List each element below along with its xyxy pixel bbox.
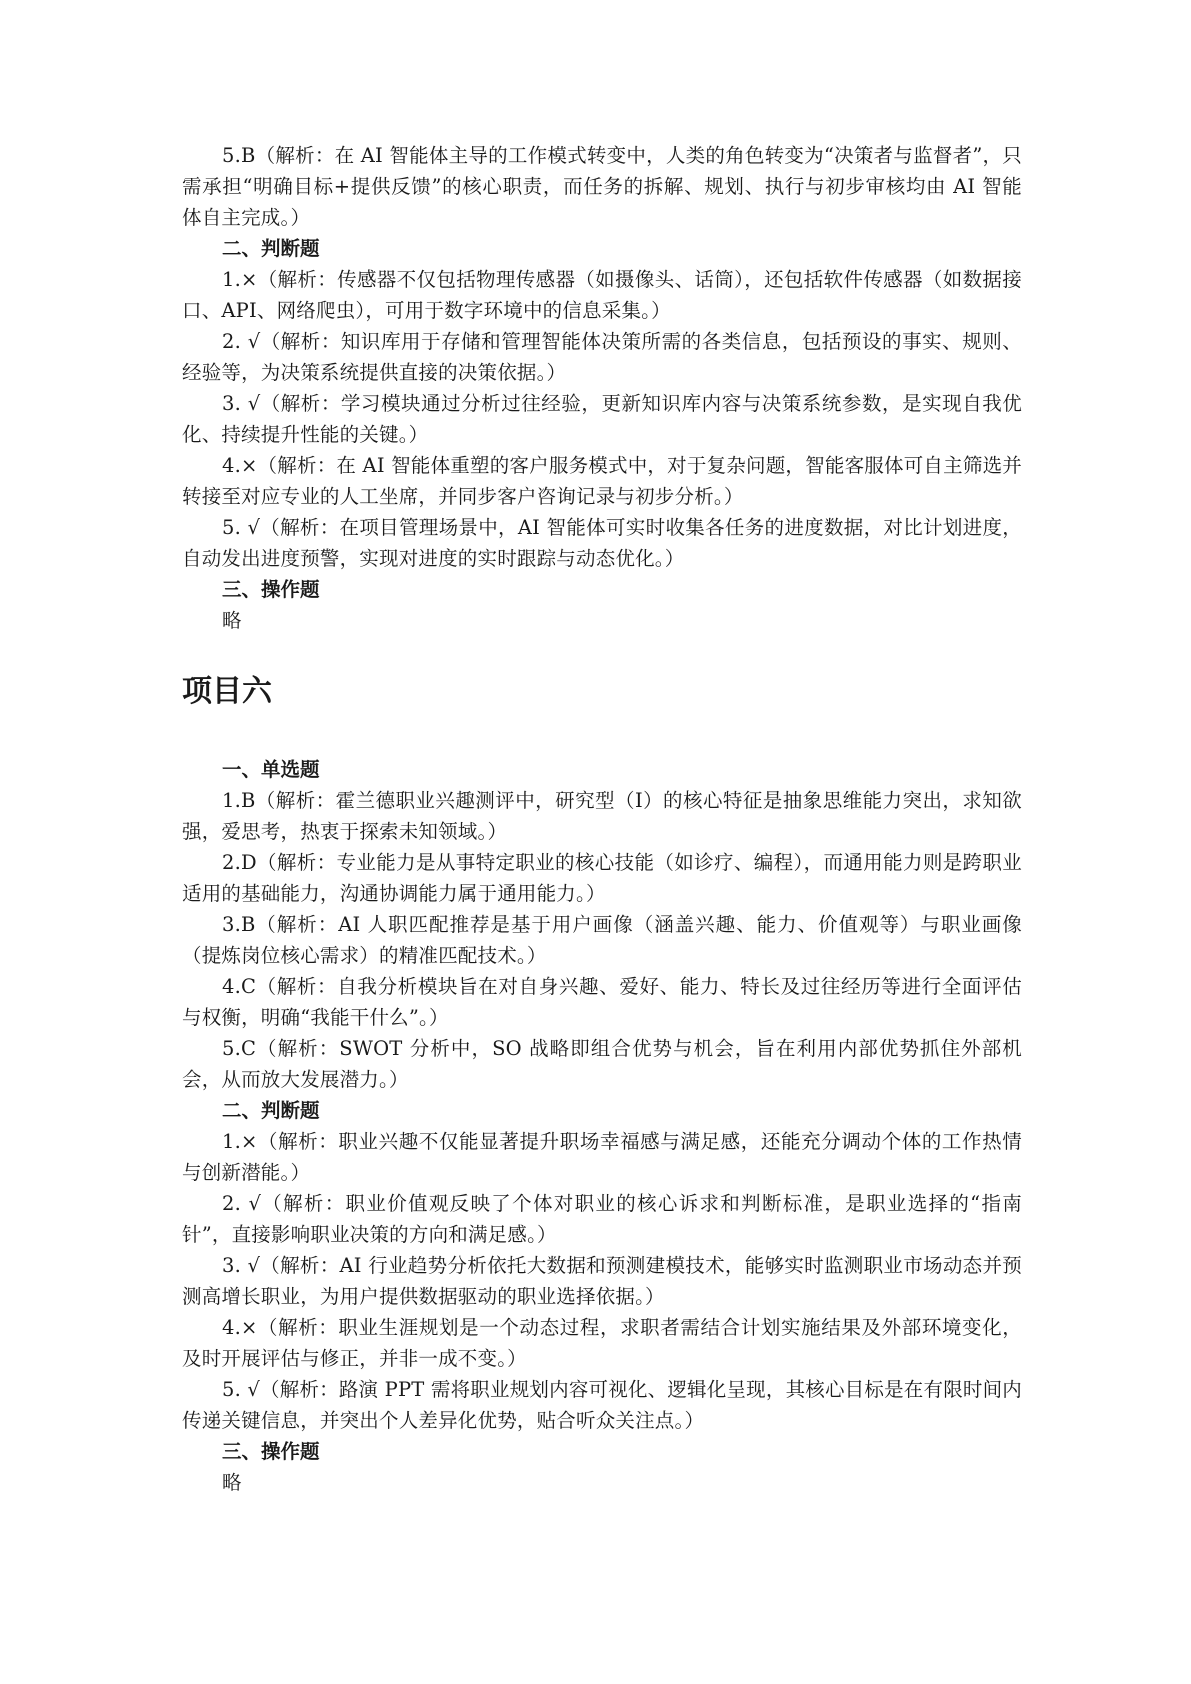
answer-judge-2: 2. √（解析：知识库用于存储和管理智能体决策所需的各类信息，包括预设的事实、规则、经验等，为决策系统提供直接的决策依据。） bbox=[182, 330, 1022, 384]
p6-answer-judge-5: 5. √（解析：路演 PPT 需将职业规划内容可视化、逻辑化呈现，其核心目标是在有限时间内传递关键信息，并突出个人差异化优势，贴合听众关注点。） bbox=[182, 1378, 1022, 1432]
p6-answer-judge-1: 1.×（解析：职业兴趣不仅能显著提升职场幸福感与满足感，还能充分调动个体的工作热情与创新潜能。） bbox=[182, 1130, 1022, 1184]
p6-ops-text: 略 bbox=[222, 1471, 242, 1494]
project-title: 项目六 bbox=[182, 674, 272, 709]
answer-judge-1: 1.×（解析：传感器不仅包括物理传感器（如摄像头、话筒），还包括软件传感器（如数据接口、API、网络爬虫），可用于数字环境中的信息采集。） bbox=[182, 268, 1022, 322]
section-heading-ops: 三、操作题 bbox=[222, 578, 320, 601]
p6-answer-single-4: 4.C（解析：自我分析模块旨在对自身兴趣、爱好、能力、特长及过往经历等进行全面评估与权衡，明确“我能干什么”。） bbox=[182, 975, 1022, 1029]
ops-text: 略 bbox=[222, 609, 242, 632]
p6-answer-single-2: 2.D（解析：专业能力是从事特定职业的核心技能（如诊疗、编程），而通用能力则是跨职业适用的基础能力，沟通协调能力属于通用能力。） bbox=[182, 851, 1022, 905]
p6-answer-judge-3: 3. √（解析：AI 行业趋势分析依托大数据和预测建模技术，能够实时监测职业市场动态并预测高增长职业，为用户提供数据驱动的职业选择依据。） bbox=[182, 1254, 1022, 1308]
section-heading-single: 一、单选题 bbox=[222, 758, 320, 781]
p6-section-heading-judge: 二、判断题 bbox=[222, 1099, 320, 1122]
answer-judge-3: 3. √（解析：学习模块通过分析过往经验，更新知识库内容与决策系统参数，是实现自我优化、持续提升性能的关键。） bbox=[182, 392, 1022, 446]
section-heading-judge: 二、判断题 bbox=[222, 237, 320, 260]
answer-single-5: 5.B（解析：在 AI 智能体主导的工作模式转变中，人类的角色转变为“决策者与监督者”，只需承担“明确目标+提供反馈”的核心职责，而任务的拆解、规划、执行与初步审核均由 AI 智能体自主完成。） bbox=[182, 144, 1022, 229]
page-content bbox=[182, 140, 1022, 1498]
p6-answer-single-1: 1.B（解析：霍兰德职业兴趣测评中，研究型（I）的核心特征是抽象思维能力突出，求知欲强，爱思考，热衷于探索未知领域。） bbox=[182, 789, 1022, 843]
p6-answer-single-3: 3.B（解析：AI 人职匹配推荐是基于用户画像（涵盖兴趣、能力、价值观等）与职业画像（提炼岗位核心需求）的精准匹配技术。） bbox=[182, 913, 1022, 967]
answer-judge-4: 4.×（解析：在 AI 智能体重塑的客户服务模式中，对于复杂问题，智能客服体可自主筛选并转接至对应专业的人工坐席，并同步客户咨询记录与初步分析。） bbox=[182, 454, 1022, 508]
p6-answer-judge-2: 2. √（解析：职业价值观反映了个体对职业的核心诉求和判断标准，是职业选择的“指南针”，直接影响职业决策的方向和满足感。） bbox=[182, 1192, 1022, 1246]
answer-judge-5: 5. √（解析：在项目管理场景中，AI 智能体可实时收集各任务的进度数据，对比计划进度，自动发出进度预警，实现对进度的实时跟踪与动态优化。） bbox=[182, 516, 1022, 570]
p6-answer-judge-4: 4.×（解析：职业生涯规划是一个动态过程，求职者需结合计划实施结果及外部环境变化，及时开展评估与修正，并非一成不变。） bbox=[182, 1316, 1022, 1370]
p6-section-heading-ops: 三、操作题 bbox=[222, 1440, 320, 1463]
p6-answer-single-5: 5.C（解析：SWOT 分析中，SO 战略即组合优势与机会，旨在利用内部优势抓住外部机会，从而放大发展潜力。） bbox=[182, 1037, 1022, 1091]
